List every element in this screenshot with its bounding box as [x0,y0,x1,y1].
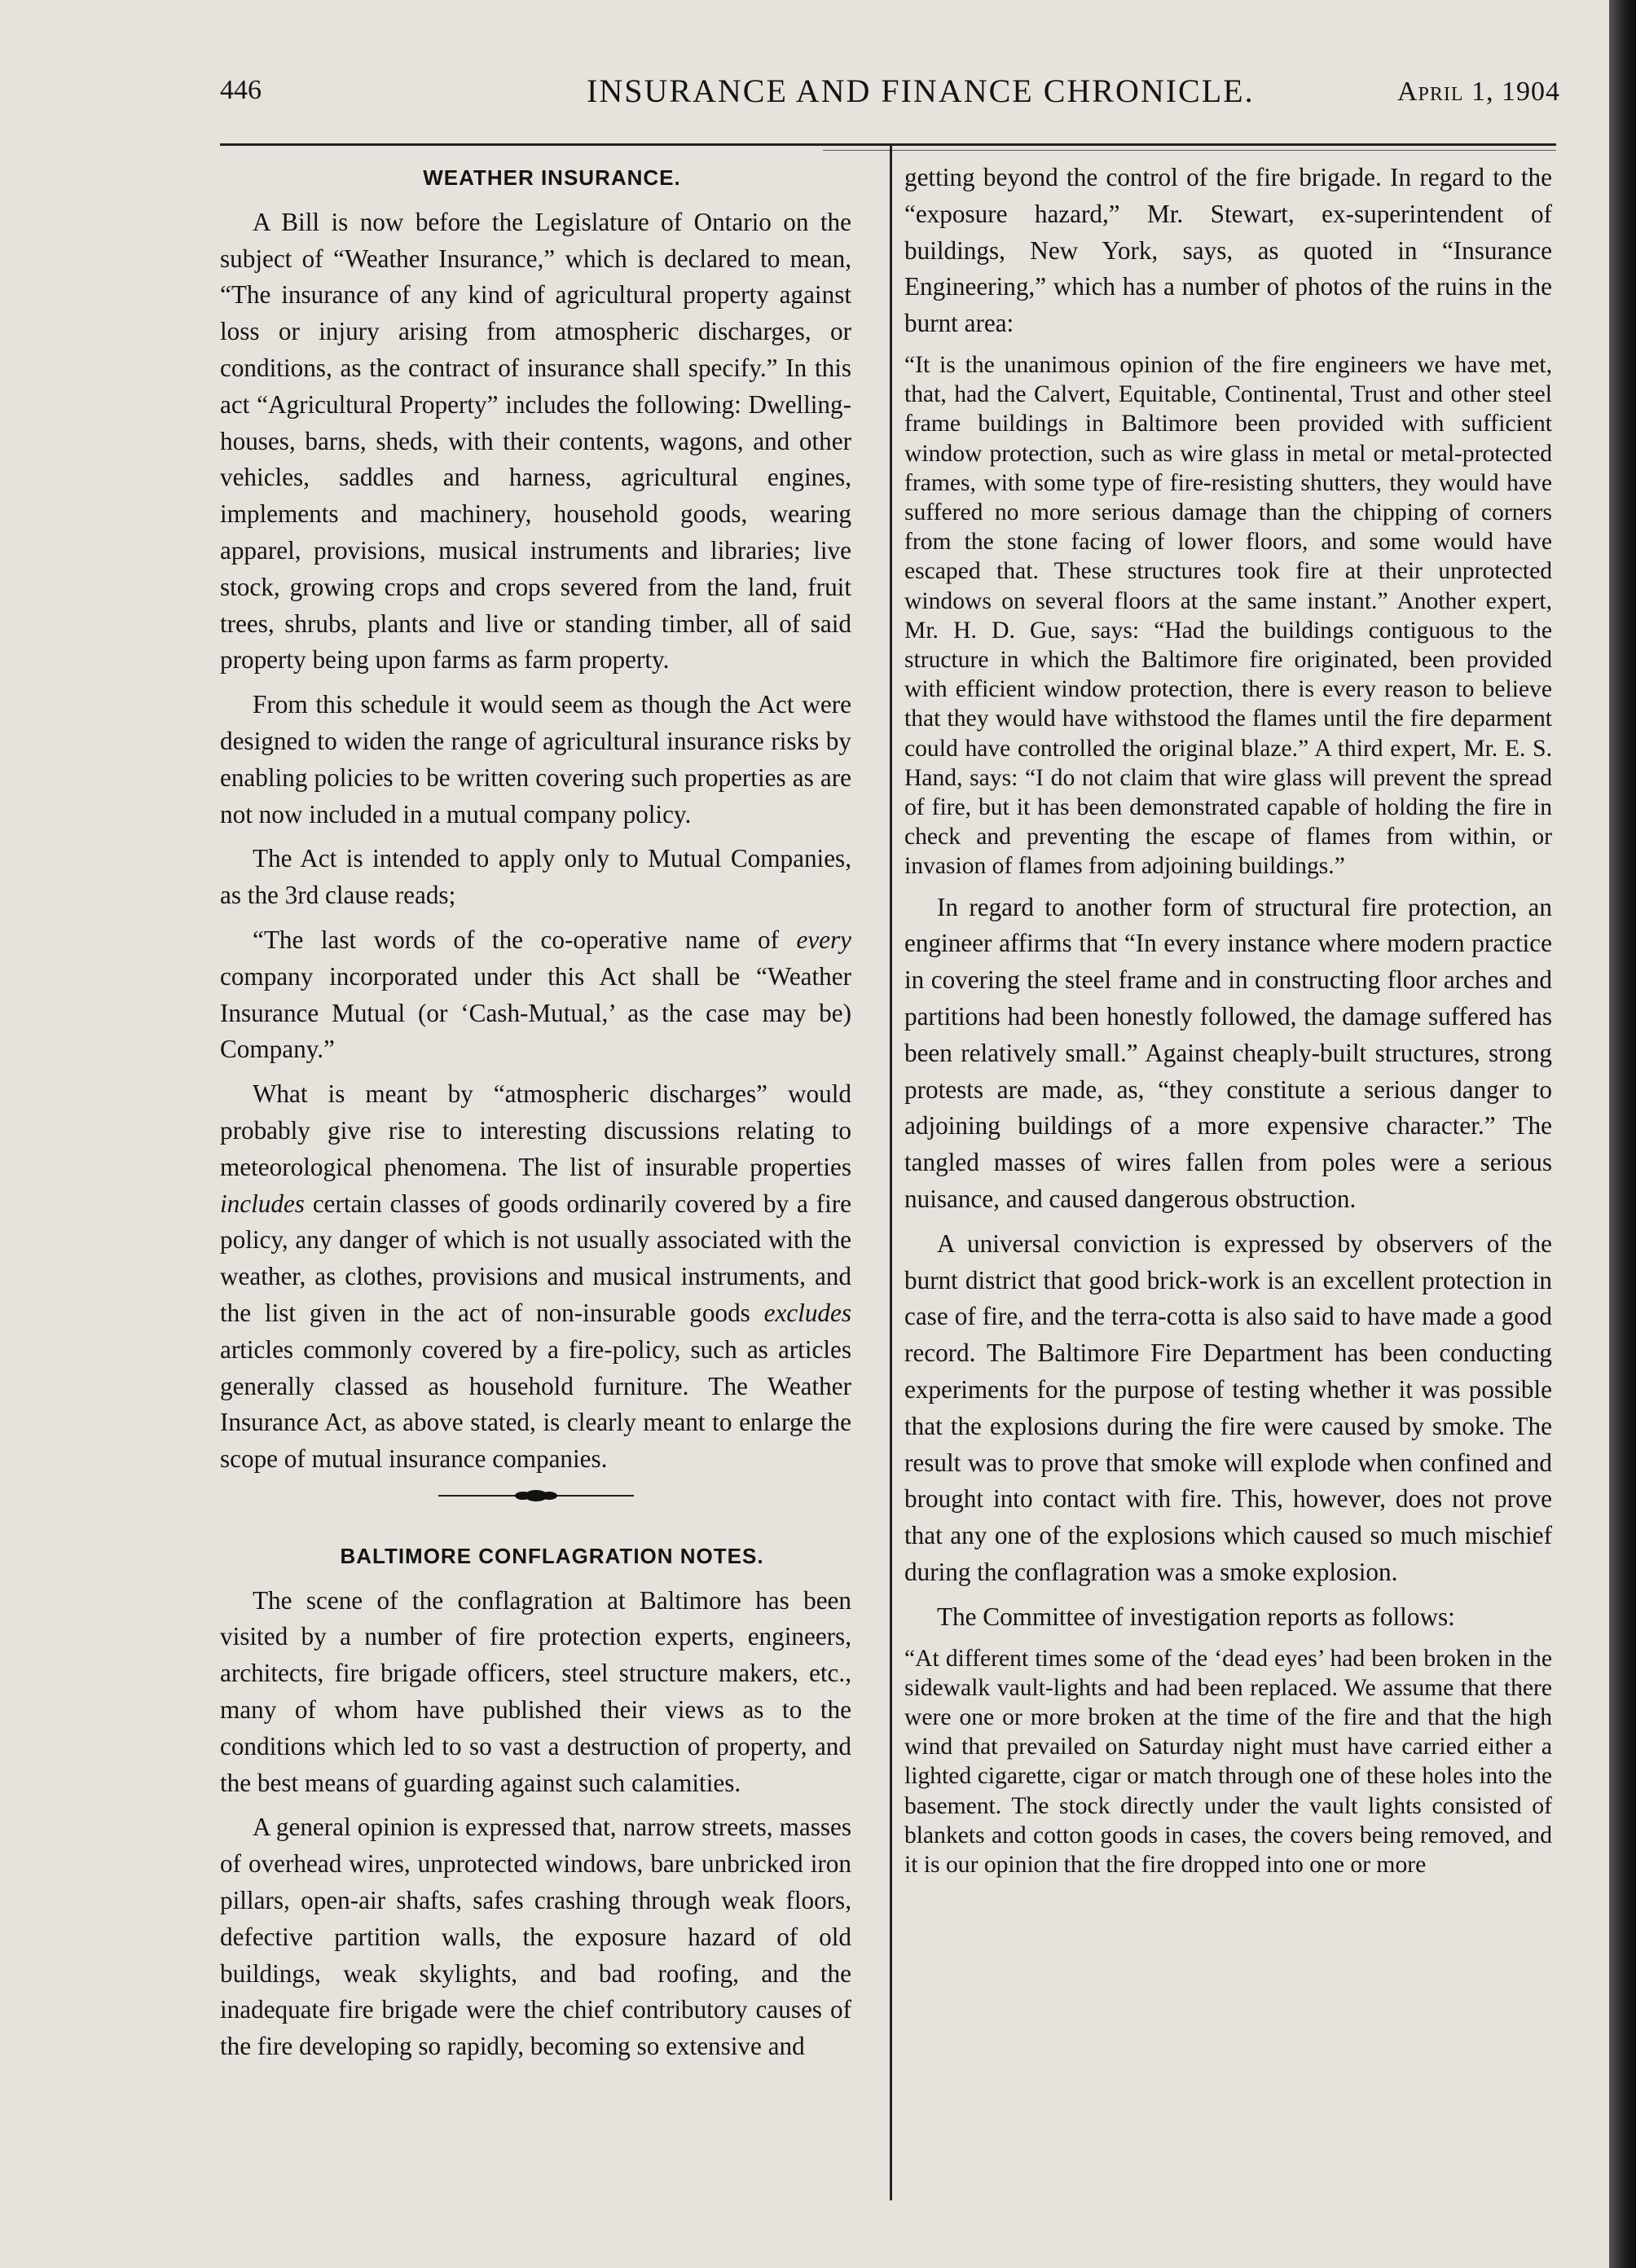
paragraph: A Bill is now before the Legislature of Ontario on the subject of “Weather Insurance,” which is declared to mean, “The insurance of any kind of agricultural property against loss or injury arising from atmospheric discharges, or conditions, as the contract of insurance shall specify.” In this act “Agricultural Property” includes the following: Dwelling-houses, barns, sheds, with their contents, wagons, and other vehicles, saddles and harness, agricultural engines, implements and machinery, household goods, wearing apparel, provisions, musical instruments and libraries; live stock, growing crops and crops severed from the land, fruit trees, shrubs, plants and live or standing timber, all of said property being upon farms as farm property. [220,207,851,675]
paragraph: The Committee of investigation reports as follows: [937,1602,1455,1631]
page-binding-edge [1609,0,1636,2268]
header-rule [220,143,1556,146]
running-header [220,70,1560,119]
header-rule-secondary [823,150,1556,151]
paragraph: The Act is intended to apply only to Mutual Companies, as the 3rd clause reads; [220,844,851,910]
page-number: 446 [220,75,262,105]
paragraph: What is meant by “atmospheric discharges” would probably give rise to interesting discussions relating to meteorological phenomena. The list of insurable properties includes certain classes of goods ordinarily covered by a fire policy, any danger of which is not usually associated with the weather, as clothes, provisions and musical instruments, and the list given in the act of non-insurable goods excludes articles commonly covered by a fire-policy, such as articles generally classed as household furniture. The Weather Insurance Act, as above stated, is clearly meant to enlarge the scope of mutual insurance companies. [220,1079,851,1474]
paragraph: From this schedule it would seem as though the Act were designed to widen the range of agricultural insurance risks by enabling policies to be written covering such properties as are not now included in a mutual company policy. [220,690,851,829]
paragraph: The scene of the conflagration at Baltimore has been visited by a number of fire protection experts, engineers, architects, fire brigade officers, steel structure makers, etc., many of whom have published their views as to the conditions which led to so vast a destruction of property, and the best means of guarding against such calamities. [220,1585,851,1797]
publication-title: INSURANCE AND FINANCE CHRONICLE. [587,73,1255,109]
paragraph: A universal conviction is expressed by observers of the burnt district that good brick-work is an excellent protection in case of fire, and the terra-cotta is also said to have made a good record. The Baltimore Fire Department has been conducting experiments for the purpose of testing whether it was possible that the explosions during the fire were caused by smoke. The result was to prove that smoke will explode when confined and brought into contact with fire. This, however, does not prove that any one of the explosions which caused so much mischief during the conflagration was a smoke explosion. [904,1228,1552,1586]
right-column [904,160,1552,1888]
heading-weather-insurance: WEATHER INSURANCE. [423,165,681,190]
emphasis: includes [220,1189,305,1218]
issue-date: April 1, 1904 [1396,77,1560,107]
heading-baltimore-conflagration: BALTIMORE CONFLAGRATION NOTES. [340,1543,764,1568]
committee-report-quote: “At different times some of the ‘dead eyes’ had been broken in the sidewalk vault-lights and had been replaced. We assume that there were one or more broken at the time of the fire and that the high wind that prevailed on Saturday night must have carried either a lighted cigarette, cigar or match through one of these holes into the basement. The stock directly under the vault lights consisted of blankets and cotton goods in cases, the covers being removed, and it is our opinion that the fire dropped into one or more [904,1645,1552,1878]
paragraph: getting beyond the control of the fire brigade. In regard to the “exposure hazard,” Mr. Stewart, ex-superintendent of buildings, New York, says, as quoted in “Insurance Engineering,” which has a number of photos of the ruins in the burnt area: [904,163,1552,338]
paragraph: A general opinion is expressed that, narrow streets, masses of overhead wires, unprotected windows, bare unbricked iron pillars, open-air shafts, safes crashing through weak floors, defective partition walls, the exposure hazard of old buildings, weak skylights, and bad roofing, and the inadequate fire brigade were the chief contributory causes of the fire developing so rapidly, becoming so extensive and [220,1813,851,2061]
paragraph: In regard to another form of structural fire protection, an engineer affirms that “In every instance where modern practice in covering the steel frame and in constructing floor arches and partitions had been honestly followed, the damage suffered has been relatively small.” Against cheaply-built structures, strong protests are made, as, “they constitute a serious danger to adjoining buildings of a more expensive character.” The tangled masses of wires fallen from poles were a serious nuisance, and caused dangerous obstruction. [904,892,1552,1214]
section-divider-ornament-icon [438,1488,634,1504]
emphasis: every [796,925,851,954]
column-divider [890,143,892,2200]
expert-quotes: “It is the unanimous opinion of the fire engineers we have met, that, had the Calvert, Equitable, Continental, Trust and other steel frame buildings in Baltimore been provided with sufficient window protection, such as wire glass in metal or metal-protected frames, with some type of fire-resisting shutters, they would have suffered no more serious damage than the chipping of corners from the stone facing of lower floors, and some would have escaped that. These structures took fire at their unprotected windows on several floors at the same instant.” Another expert, Mr. H. D. Gue, says: “Had the buildings contiguous to the structure in which the Baltimore fire originated, been provided with efficient window protection, there is every reason to believe that they would have withstood the flames until the fire deparment could have controlled the original blaze.” A third expert, Mr. E. S. Hand, says: “I do not claim that wire glass will prevent the spread of fire, but it has been demonstrated capable of holding the fire in check and preventing the escape of flames from within, or invasion of flames from adjoining buildings.” [904,351,1552,880]
emphasis: excludes [763,1298,851,1327]
quoted-clause: “The last words of the co-operative name of every company incorporated under this Act shall be “Weather Insurance Mutual (or ‘Cash-Mutual,’ as the case may be) Company.” [220,925,851,1064]
left-column [220,160,851,2073]
